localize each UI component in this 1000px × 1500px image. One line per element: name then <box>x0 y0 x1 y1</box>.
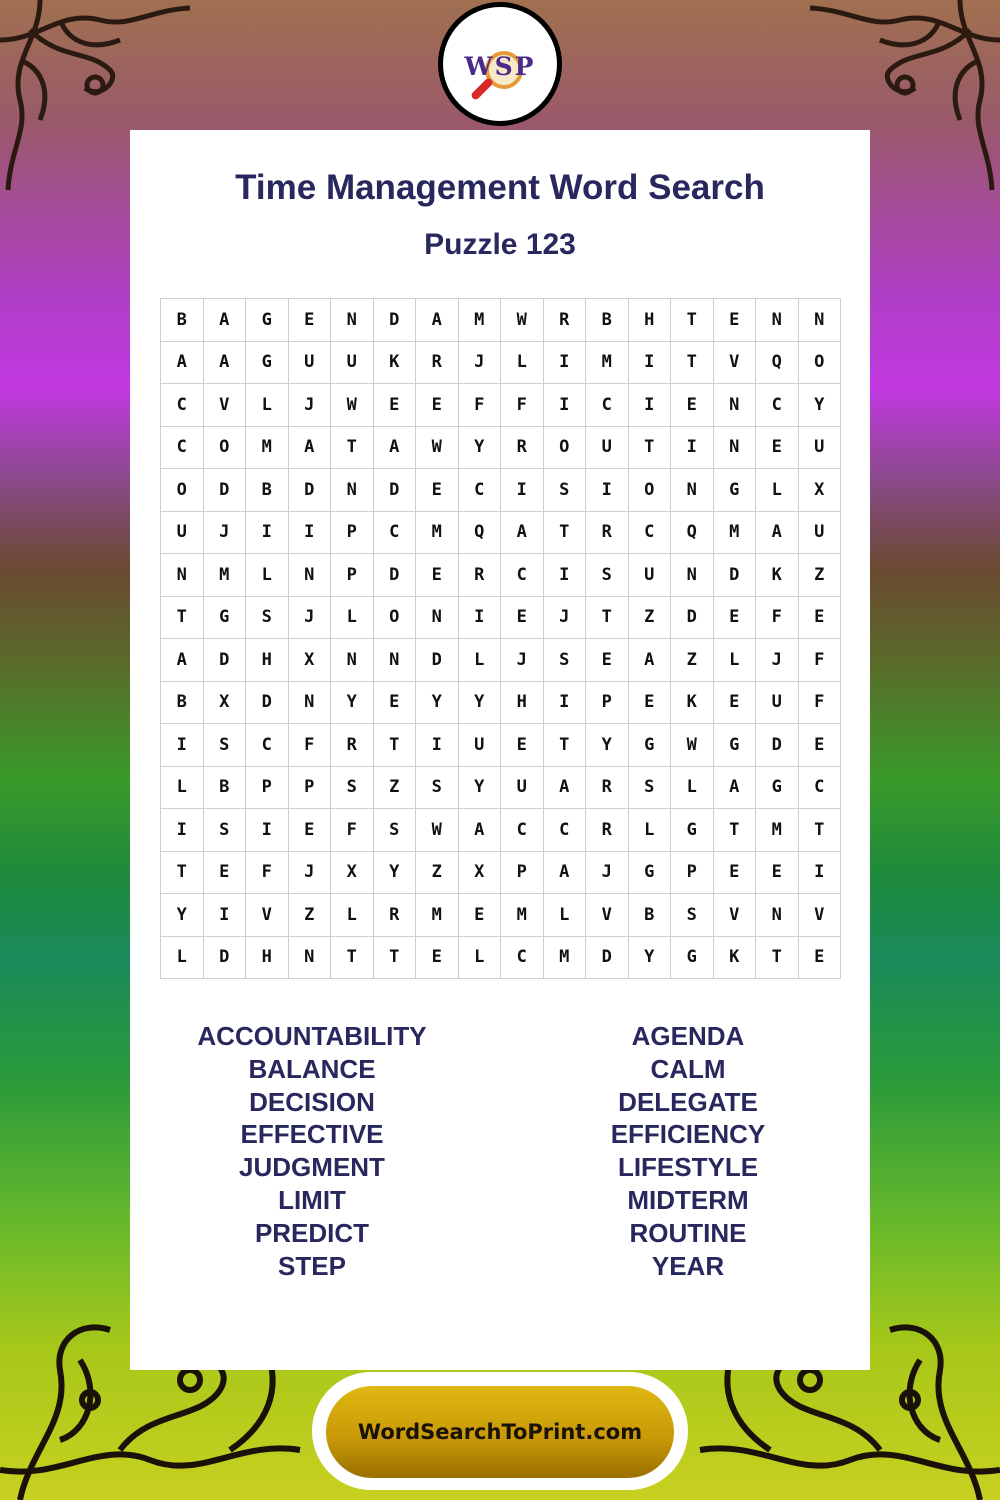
word-item: MIDTERM <box>627 1184 749 1215</box>
grid-cell: M <box>501 894 544 937</box>
grid-cell: E <box>416 469 459 512</box>
grid-cell: L <box>671 767 714 810</box>
word-item: JUDGMENT <box>239 1152 385 1183</box>
word-item: LIMIT <box>278 1184 346 1215</box>
grid-cell: C <box>501 809 544 852</box>
grid-cell: S <box>204 724 247 767</box>
grid-cell: Q <box>459 512 502 555</box>
grid-cell: N <box>671 554 714 597</box>
grid-cell: E <box>204 852 247 895</box>
grid-cell: U <box>289 342 332 385</box>
grid-cell: I <box>416 724 459 767</box>
grid-cell: V <box>246 894 289 937</box>
grid-cell: L <box>501 342 544 385</box>
grid-cell: I <box>544 682 587 725</box>
grid-cell: N <box>671 469 714 512</box>
grid-cell: N <box>756 894 799 937</box>
grid-cell: B <box>204 767 247 810</box>
grid-cell: B <box>161 299 204 342</box>
grid-cell: M <box>544 937 587 980</box>
grid-cell: L <box>331 597 374 640</box>
grid-cell: F <box>289 724 332 767</box>
word-item: CALM <box>650 1053 726 1084</box>
grid-cell: N <box>714 427 757 470</box>
grid-cell: D <box>204 469 247 512</box>
word-item: EFFICIENCY <box>610 1119 766 1150</box>
grid-cell: E <box>799 597 842 640</box>
grid-cell: K <box>714 937 757 980</box>
grid-cell: B <box>161 682 204 725</box>
grid-cell: V <box>714 342 757 385</box>
grid-cell: A <box>756 512 799 555</box>
grid-cell: S <box>246 597 289 640</box>
grid-cell: M <box>459 299 502 342</box>
grid-cell: S <box>671 894 714 937</box>
grid-cell: N <box>289 682 332 725</box>
grid-cell: P <box>331 554 374 597</box>
grid-cell: Z <box>289 894 332 937</box>
grid-cell: R <box>416 342 459 385</box>
grid-cell: D <box>374 554 417 597</box>
grid-cell: F <box>799 639 842 682</box>
grid-cell: G <box>756 767 799 810</box>
grid-cell: E <box>671 384 714 427</box>
grid-cell: H <box>246 937 289 980</box>
grid-cell: Z <box>416 852 459 895</box>
grid-cell: X <box>799 469 842 512</box>
grid-cell: A <box>501 512 544 555</box>
puzzle-sheet <box>130 130 870 1370</box>
grid-cell: X <box>289 639 332 682</box>
word-item: ROUTINE <box>629 1217 747 1248</box>
grid-cell: E <box>289 809 332 852</box>
grid-cell: U <box>756 682 799 725</box>
grid-cell: S <box>544 639 587 682</box>
grid-cell: O <box>204 427 247 470</box>
grid-cell: S <box>204 809 247 852</box>
site-link-button[interactable]: WordSearchToPrint.com <box>326 1386 674 1478</box>
word-item: ACCOUNTABILITY <box>197 1021 427 1051</box>
grid-cell: I <box>204 894 247 937</box>
puzzle-number: Puzzle 123 <box>424 228 576 261</box>
grid-cell: W <box>331 384 374 427</box>
grid-cell: E <box>501 597 544 640</box>
grid-cell: D <box>586 937 629 980</box>
grid-cell: E <box>416 384 459 427</box>
word-item: YEAR <box>651 1250 725 1281</box>
grid-cell: T <box>544 724 587 767</box>
grid-cell: I <box>246 809 289 852</box>
grid-cell: E <box>289 299 332 342</box>
grid-cell: A <box>204 299 247 342</box>
grid-cell: D <box>246 682 289 725</box>
grid-cell: J <box>289 852 332 895</box>
grid-cell: G <box>629 852 672 895</box>
grid-cell: E <box>714 852 757 895</box>
grid-cell: L <box>714 639 757 682</box>
grid-cell: N <box>331 299 374 342</box>
grid-cell: A <box>161 639 204 682</box>
grid-cell: O <box>374 597 417 640</box>
grid-cell: Y <box>629 937 672 980</box>
grid-cell: A <box>459 809 502 852</box>
grid-cell: U <box>459 724 502 767</box>
grid-cell: J <box>501 639 544 682</box>
grid-cell: T <box>671 299 714 342</box>
grid-cell: I <box>459 597 502 640</box>
grid-cell: F <box>501 384 544 427</box>
grid-cell: I <box>161 809 204 852</box>
grid-cell: L <box>246 384 289 427</box>
grid-cell: K <box>756 554 799 597</box>
grid-cell: W <box>671 724 714 767</box>
grid-cell: M <box>756 809 799 852</box>
grid-cell: R <box>501 427 544 470</box>
grid-cell: V <box>204 384 247 427</box>
grid-cell: L <box>756 469 799 512</box>
grid-cell: L <box>459 937 502 980</box>
grid-cell: O <box>799 342 842 385</box>
grid-cell: F <box>799 682 842 725</box>
grid-cell: T <box>161 852 204 895</box>
word-item: DELEGATE <box>618 1086 758 1117</box>
grid-cell: N <box>289 554 332 597</box>
grid-cell: D <box>714 554 757 597</box>
grid-cell: Y <box>459 682 502 725</box>
grid-cell: P <box>289 767 332 810</box>
grid-cell: W <box>501 299 544 342</box>
grid-cell: C <box>629 512 672 555</box>
grid-cell: N <box>161 554 204 597</box>
grid-cell: M <box>246 427 289 470</box>
grid-cell: P <box>246 767 289 810</box>
grid-cell: C <box>246 724 289 767</box>
grid-cell: Y <box>416 682 459 725</box>
grid-cell: J <box>289 597 332 640</box>
grid-cell: O <box>161 469 204 512</box>
grid-cell: E <box>799 724 842 767</box>
grid-cell: S <box>374 809 417 852</box>
grid-cell: R <box>374 894 417 937</box>
grid-cell: V <box>714 894 757 937</box>
grid-cell: V <box>799 894 842 937</box>
grid-cell: E <box>416 937 459 980</box>
grid-cell: U <box>161 512 204 555</box>
grid-cell: D <box>289 469 332 512</box>
grid-cell: C <box>161 384 204 427</box>
grid-cell: N <box>756 299 799 342</box>
grid-cell: T <box>629 427 672 470</box>
word-item: AGENDA <box>631 1021 745 1051</box>
grid-cell: E <box>756 852 799 895</box>
grid-cell: Q <box>671 512 714 555</box>
grid-cell: N <box>331 469 374 512</box>
grid-cell: A <box>544 767 587 810</box>
grid-cell: Q <box>756 342 799 385</box>
word-item: PREDICT <box>254 1217 370 1248</box>
grid-cell: T <box>714 809 757 852</box>
grid-cell: C <box>586 384 629 427</box>
grid-cell: E <box>714 682 757 725</box>
grid-cell: C <box>459 469 502 512</box>
grid-cell: D <box>671 597 714 640</box>
grid-cell: C <box>544 809 587 852</box>
grid-cell: I <box>629 384 672 427</box>
grid-cell: X <box>331 852 374 895</box>
grid-cell: N <box>289 937 332 980</box>
word-item: STEP <box>278 1250 346 1281</box>
grid-cell: S <box>586 554 629 597</box>
grid-cell: M <box>586 342 629 385</box>
grid-cell: S <box>416 767 459 810</box>
grid-cell: A <box>714 767 757 810</box>
grid-cell: G <box>714 469 757 512</box>
grid-cell: M <box>416 512 459 555</box>
grid-cell: M <box>714 512 757 555</box>
grid-cell: I <box>671 427 714 470</box>
grid-cell: D <box>204 937 247 980</box>
grid-cell: O <box>544 427 587 470</box>
grid-cell: R <box>586 767 629 810</box>
grid-cell: E <box>459 894 502 937</box>
grid-cell: O <box>629 469 672 512</box>
grid-cell: M <box>416 894 459 937</box>
word-item: LIFESTYLE <box>617 1152 759 1183</box>
grid-cell: J <box>289 384 332 427</box>
grid-cell: T <box>586 597 629 640</box>
grid-cell: T <box>671 342 714 385</box>
grid-cell: H <box>629 299 672 342</box>
grid-cell: D <box>374 469 417 512</box>
grid-cell: E <box>501 724 544 767</box>
grid-cell: R <box>544 299 587 342</box>
grid-cell: D <box>204 639 247 682</box>
grid-cell: T <box>374 937 417 980</box>
grid-cell: N <box>714 384 757 427</box>
grid-cell: J <box>459 342 502 385</box>
grid-cell: W <box>416 809 459 852</box>
grid-cell: I <box>501 469 544 512</box>
grid-cell: U <box>501 767 544 810</box>
grid-cell: G <box>714 724 757 767</box>
grid-cell: B <box>629 894 672 937</box>
grid-cell: C <box>501 554 544 597</box>
grid-cell: H <box>246 639 289 682</box>
grid-cell: N <box>374 639 417 682</box>
grid-cell: I <box>161 724 204 767</box>
grid-cell: J <box>544 597 587 640</box>
grid-cell: D <box>416 639 459 682</box>
grid-cell: V <box>586 894 629 937</box>
grid-cell: P <box>586 682 629 725</box>
grid-cell: L <box>544 894 587 937</box>
grid-cell: U <box>331 342 374 385</box>
grid-cell: S <box>331 767 374 810</box>
grid-cell: J <box>586 852 629 895</box>
grid-cell: T <box>161 597 204 640</box>
grid-cell: R <box>459 554 502 597</box>
grid-cell: T <box>374 724 417 767</box>
grid-cell: L <box>161 767 204 810</box>
word-item: DECISION <box>249 1086 375 1117</box>
grid-cell: C <box>501 937 544 980</box>
grid-cell: K <box>671 682 714 725</box>
grid-cell: U <box>799 512 842 555</box>
grid-cell: D <box>374 299 417 342</box>
grid-cell: S <box>629 767 672 810</box>
grid-cell: E <box>374 682 417 725</box>
grid-cell: F <box>246 852 289 895</box>
grid-cell: T <box>331 937 374 980</box>
grid-cell: G <box>671 937 714 980</box>
grid-cell: T <box>756 937 799 980</box>
grid-cell: G <box>246 342 289 385</box>
grid-cell: P <box>671 852 714 895</box>
logo-badge <box>443 7 557 121</box>
grid-cell: X <box>459 852 502 895</box>
grid-cell: C <box>161 427 204 470</box>
letter-grid <box>160 298 841 979</box>
grid-cell: T <box>544 512 587 555</box>
grid-cell: R <box>586 809 629 852</box>
grid-cell: Z <box>799 554 842 597</box>
grid-cell: U <box>586 427 629 470</box>
grid-cell: E <box>629 682 672 725</box>
grid-cell: R <box>586 512 629 555</box>
grid-cell: S <box>544 469 587 512</box>
grid-cell: A <box>544 852 587 895</box>
grid-cell: P <box>331 512 374 555</box>
grid-cell: E <box>714 299 757 342</box>
word-list-right <box>503 1020 873 1282</box>
grid-cell: H <box>501 682 544 725</box>
grid-cell: U <box>799 427 842 470</box>
grid-cell: B <box>246 469 289 512</box>
grid-cell: E <box>714 597 757 640</box>
grid-cell: Z <box>671 639 714 682</box>
grid-cell: Y <box>459 427 502 470</box>
grid-cell: L <box>246 554 289 597</box>
grid-cell: F <box>459 384 502 427</box>
grid-cell: I <box>544 384 587 427</box>
grid-cell: I <box>246 512 289 555</box>
grid-cell: U <box>629 554 672 597</box>
grid-cell: A <box>416 299 459 342</box>
grid-cell: I <box>544 554 587 597</box>
grid-cell: D <box>756 724 799 767</box>
word-item: BALANCE <box>248 1053 376 1084</box>
grid-cell: Z <box>629 597 672 640</box>
grid-cell: L <box>161 937 204 980</box>
grid-cell: L <box>459 639 502 682</box>
grid-cell: G <box>671 809 714 852</box>
grid-cell: Z <box>374 767 417 810</box>
grid-cell: R <box>331 724 374 767</box>
grid-cell: G <box>246 299 289 342</box>
word-item: EFFECTIVE <box>240 1119 384 1150</box>
grid-cell: Y <box>459 767 502 810</box>
grid-cell: G <box>204 597 247 640</box>
grid-cell: N <box>799 299 842 342</box>
footer-badge <box>312 1372 688 1490</box>
grid-cell: X <box>204 682 247 725</box>
grid-cell: L <box>629 809 672 852</box>
grid-cell: C <box>799 767 842 810</box>
grid-cell: Y <box>586 724 629 767</box>
grid-cell: I <box>586 469 629 512</box>
grid-cell: E <box>374 384 417 427</box>
grid-cell: P <box>501 852 544 895</box>
word-list-left <box>127 1020 497 1282</box>
grid-cell: E <box>756 427 799 470</box>
logo-letters: WSP <box>464 52 536 81</box>
grid-cell: Y <box>161 894 204 937</box>
grid-cell: I <box>289 512 332 555</box>
grid-cell: B <box>586 299 629 342</box>
grid-cell: N <box>416 597 459 640</box>
grid-cell: I <box>629 342 672 385</box>
grid-cell: T <box>799 809 842 852</box>
grid-cell: Y <box>331 682 374 725</box>
grid-cell: I <box>799 852 842 895</box>
grid-cell: G <box>629 724 672 767</box>
grid-cell: M <box>204 554 247 597</box>
grid-cell: A <box>374 427 417 470</box>
site-logo[interactable] <box>438 2 562 126</box>
grid-cell: N <box>331 639 374 682</box>
grid-cell: J <box>204 512 247 555</box>
grid-cell: W <box>416 427 459 470</box>
grid-cell: C <box>374 512 417 555</box>
page-title: Time Management Word Search <box>235 168 765 207</box>
grid-cell: K <box>374 342 417 385</box>
grid-cell: A <box>204 342 247 385</box>
grid-cell: E <box>586 639 629 682</box>
grid-cell: C <box>756 384 799 427</box>
grid-cell: F <box>756 597 799 640</box>
grid-cell: A <box>161 342 204 385</box>
grid-cell: Y <box>374 852 417 895</box>
grid-cell: E <box>416 554 459 597</box>
grid-cell: L <box>331 894 374 937</box>
grid-cell: F <box>331 809 374 852</box>
grid-cell: Y <box>799 384 842 427</box>
grid-cell: E <box>799 937 842 980</box>
grid-cell: T <box>331 427 374 470</box>
grid-cell: A <box>629 639 672 682</box>
grid-cell: I <box>544 342 587 385</box>
grid-cell: J <box>756 639 799 682</box>
grid-cell: A <box>289 427 332 470</box>
